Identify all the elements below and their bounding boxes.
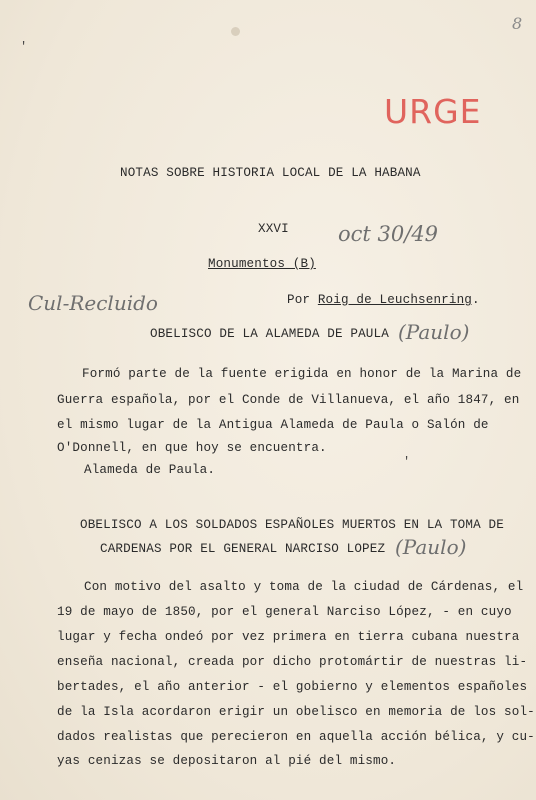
corner-mark: ' <box>20 40 28 54</box>
section2-line-1: Con motivo del asalto y toma de la ciudad de Cárdenas, el <box>84 580 524 594</box>
margin-note: Cul-Recluido <box>28 291 158 315</box>
section1-line-2: Guerra española, por el Conde de Villanueva, el año 1847, en <box>57 393 520 407</box>
author-name: Roig de Leuchsenring <box>317 293 472 307</box>
section1-line-4: O'Donnell, en que hoy se encuentra. <box>57 441 327 455</box>
section2-line-5: bertades, el año anterior - el gobierno y elementos españoles <box>57 680 528 694</box>
section2-line-7: dados realistas que perecieron en aquella acción bélica, y cu- <box>57 730 535 744</box>
subtitle: Monumentos (B) <box>208 257 316 271</box>
section2-handwritten-paren: (Paulo) <box>395 535 467 559</box>
page-number: 8 <box>512 14 523 33</box>
section2-heading-line-2: CARDENAS POR EL GENERAL NARCISO LOPEZ <box>100 542 386 556</box>
section2-line-8: yas cenizas se depositaron al pié del mismo. <box>57 754 397 768</box>
section1-line-1: Formó parte de la fuente erigida en honor de la Marina de <box>82 367 522 381</box>
binding-hole <box>231 27 240 36</box>
urge-stamp: URGE <box>384 92 482 131</box>
byline-prefix: Por <box>287 293 311 307</box>
date-annotation: oct 30/49 <box>338 222 439 246</box>
stray-mark: ' <box>403 455 411 469</box>
byline-suffix: . <box>472 293 480 307</box>
series-title: NOTAS SOBRE HISTORIA LOCAL DE LA HABANA <box>120 166 421 180</box>
byline <box>287 293 480 307</box>
section1-line-3: el mismo lugar de la Antigua Alameda de Paula o Salón de <box>57 418 489 432</box>
section2-line-2: 19 de mayo de 1850, por el general Narciso López, - en cuyo <box>57 605 512 619</box>
section2-line-3: lugar y fecha ondeó por vez primera en tierra cubana nuestra <box>57 630 520 644</box>
section1-heading: OBELISCO DE LA ALAMEDA DE PAULA <box>150 327 389 341</box>
section1-line-5: Alameda de Paula. <box>84 463 216 477</box>
issue-number: XXVI <box>258 222 289 236</box>
section1-handwritten-paren: (Paulo) <box>398 320 470 344</box>
section2-heading-line-1: OBELISCO A LOS SOLDADOS ESPAÑOLES MUERTOS EN LA TOMA DE <box>80 518 504 532</box>
section2-line-4: enseña nacional, creada por dicho protomártir de nuestras li- <box>57 655 528 669</box>
section2-line-6: de la Isla acordaron erigir un obelisco en memoria de los sol- <box>57 705 535 719</box>
